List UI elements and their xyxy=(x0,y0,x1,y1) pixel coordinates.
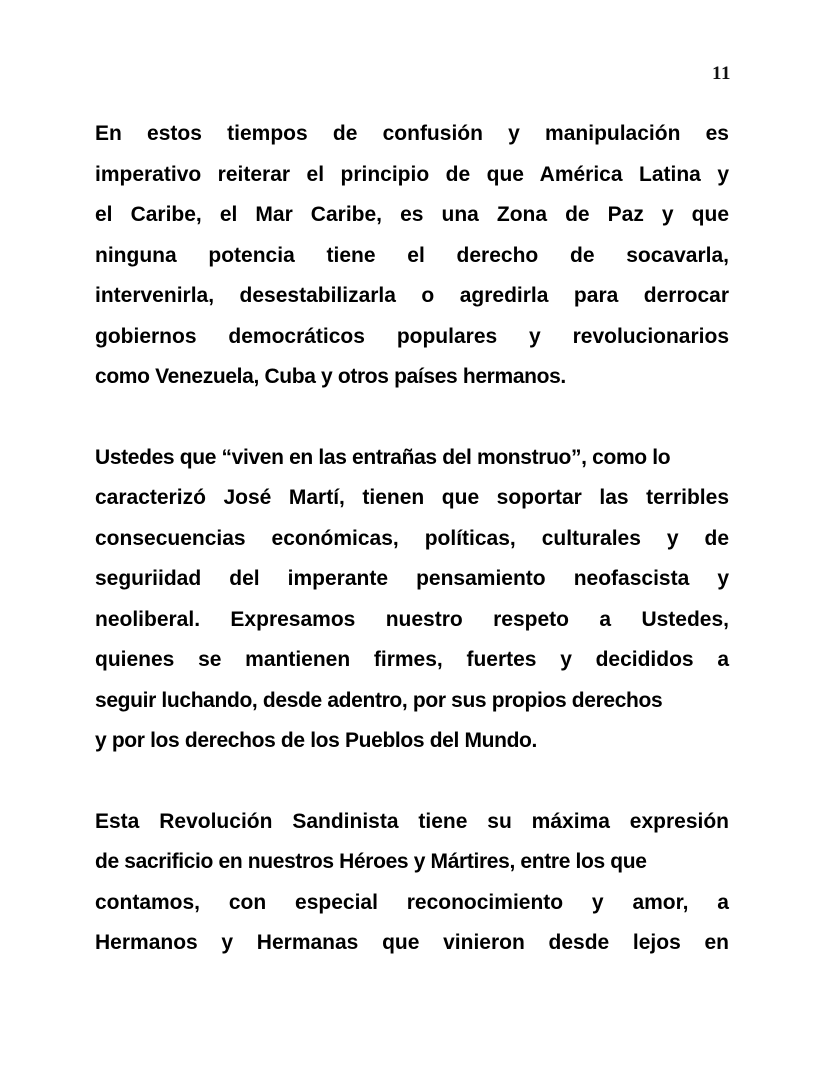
paragraph-1 xyxy=(95,114,729,398)
text-line: caracterizó José Martí, tienen que soportar las terribles xyxy=(95,486,729,509)
text-line: seguir luchando, desde adentro, por sus propios derechos xyxy=(95,688,663,712)
paragraph-3 xyxy=(95,802,729,964)
text-line: y por los derechos de los Pueblos del Mundo. xyxy=(95,729,538,752)
text-line: Ustedes que “viven en las entrañas del monstruo”, como lo xyxy=(95,445,671,469)
text-line: como Venezuela, Cuba y otros países hermanos. xyxy=(95,365,566,388)
text-line: el Caribe, el Mar Caribe, es una Zona de Paz y que xyxy=(95,203,729,226)
text-line: consecuencias económicas, políticas, culturales y de xyxy=(95,526,729,550)
text-line: En estos tiempos de confusión y manipulación es xyxy=(95,122,729,145)
body-text-column xyxy=(95,114,729,964)
text-line: imperativo reiterar el principio de que América Latina y xyxy=(95,162,729,186)
page-number: 11 xyxy=(712,63,731,84)
text-line: intervenirla, desestabilizarla o agredirla para derrocar xyxy=(95,284,729,307)
text-line: Hermanos y Hermanas que vinieron desde lejos en xyxy=(95,931,729,954)
paragraph-2 xyxy=(95,438,729,762)
text-line: neoliberal. Expresamos nuestro respeto a Ustedes, xyxy=(95,607,729,631)
text-line: de sacrificio en nuestros Héroes y Mártires, entre los que xyxy=(95,850,647,873)
text-line: Esta Revolución Sandinista tiene su máxima expresión xyxy=(95,809,729,833)
text-line: quienes se mantienen firmes, fuertes y decididos a xyxy=(95,648,729,671)
text-line: seguriidad del imperante pensamiento neofascista y xyxy=(95,567,729,590)
text-line: contamos, con especial reconocimiento y amor, a xyxy=(95,890,729,914)
text-line: ninguna potencia tiene el derecho de socavarla, xyxy=(95,243,729,267)
text-line: gobiernos democráticos populares y revolucionarios xyxy=(95,324,729,348)
